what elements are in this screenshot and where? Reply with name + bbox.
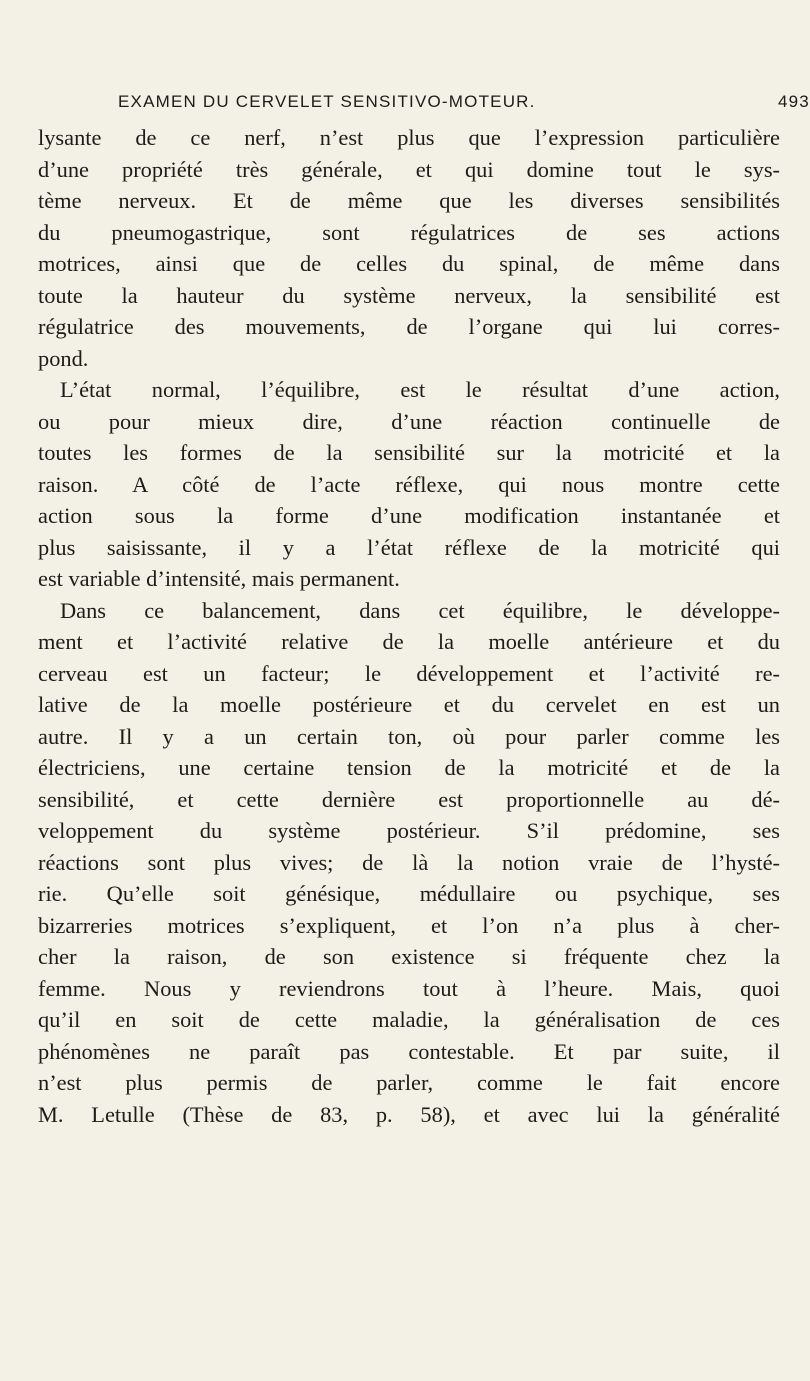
text-line: plus saisissante, il y a l’état réflexe de la motricité qui: [38, 534, 780, 560]
text-line: pond.: [38, 345, 89, 371]
text-line: du pneumogastrique, sont régulatrices de ses actions: [38, 219, 780, 245]
text-line: sensibilité, et cette dernière est proportionnelle au dé-: [38, 786, 780, 812]
text-line: ment et l’activité relative de la moelle antérieure et du: [38, 629, 780, 654]
page-number: 493: [778, 92, 810, 111]
text-line: lysante de ce nerf, n’est plus que l’expression particulière: [38, 125, 780, 150]
text-line: bizarreries motrices s’expliquent, et l’on n’a plus à cher-: [38, 912, 780, 938]
running-head: [60, 88, 810, 118]
text-line: veloppement du système postérieur. S’il prédomine, ses: [38, 818, 780, 843]
text-line: réactions sont plus vives; de là la notion vraie de l’hysté-: [38, 849, 780, 875]
text-line: L’état normal, l’équilibre, est le résultat d’une action,: [60, 377, 780, 402]
text-line: électriciens, une certaine tension de la motricité et de la: [38, 755, 780, 780]
text-line: lative de la moelle postérieure et du cervelet en est un: [38, 692, 780, 717]
text-line: rie. Qu’elle soit génésique, médullaire ou psychique, ses: [38, 881, 780, 906]
text-line: M. Letulle (Thèse de 83, p. 58), et avec lui la généralité: [38, 1101, 780, 1127]
text-line: qu’il en soit de cette maladie, la généralisation de ces: [38, 1007, 780, 1032]
text-line: cerveau est un facteur; le développement et l’activité re-: [38, 660, 780, 686]
text-line: régulatrice des mouvements, de l’organe qui lui corres-: [38, 314, 780, 339]
text-line: ou pour mieux dire, d’une réaction continuelle de: [38, 408, 780, 434]
running-head-title: EXAMEN DU CERVELET SENSITIVO-MOTEUR.: [118, 92, 536, 111]
text-line: raison. A côté de l’acte réflexe, qui nous montre cette: [38, 471, 780, 497]
text-line: Dans ce balancement, dans cet équilibre, le développe-: [60, 597, 780, 623]
text-line: toute la hauteur du système nerveux, la sensibilité est: [38, 282, 780, 308]
body-text: [38, 122, 780, 1130]
text-line: tème nerveux. Et de même que les diverses sensibilités: [38, 188, 780, 213]
text-line: femme. Nous y reviendrons tout à l’heure. Mais, quoi: [38, 975, 780, 1001]
text-line: motrices, ainsi que de celles du spinal, de même dans: [38, 251, 780, 276]
text-line: d’une propriété très générale, et qui domine tout le sys-: [38, 156, 780, 182]
text-line: autre. Il y a un certain ton, où pour parler comme les: [38, 723, 780, 749]
text-line: toutes les formes de la sensibilité sur la motricité et la: [38, 440, 780, 465]
text-line: cher la raison, de son existence si fréquente chez la: [38, 944, 780, 969]
text-line: action sous la forme d’une modification instantanée et: [38, 503, 780, 528]
text-line: phénomènes ne paraît pas contestable. Et par suite, il: [38, 1038, 780, 1064]
text-line: n’est plus permis de parler, comme le fait encore: [38, 1070, 780, 1095]
text-line: est variable d’intensité, mais permanent.: [38, 566, 400, 591]
